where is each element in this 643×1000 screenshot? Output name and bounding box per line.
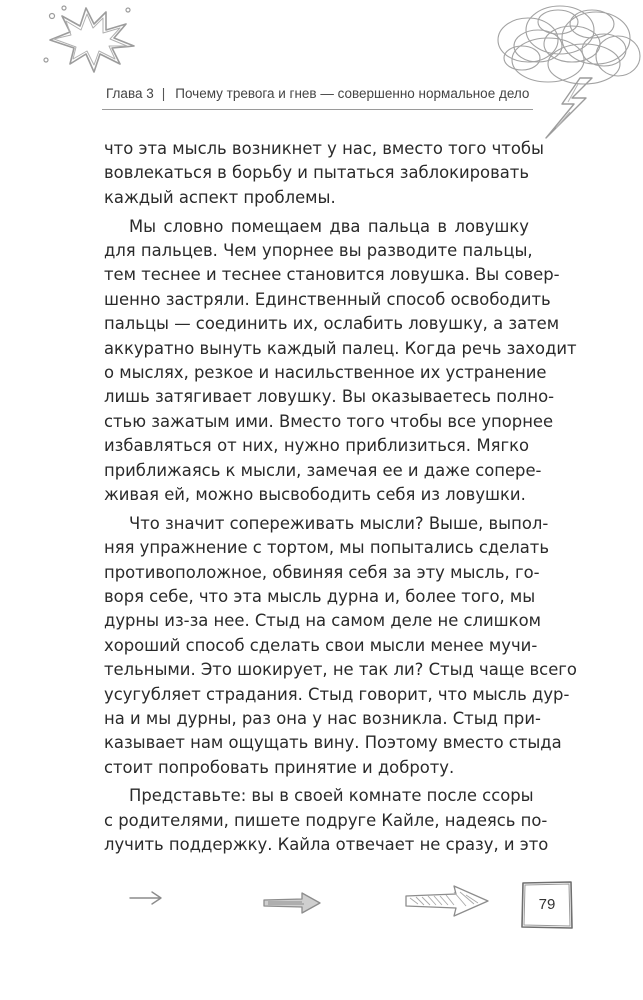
thin-arrow-icon bbox=[128, 890, 164, 906]
text-line: каждый аспект проблемы. bbox=[104, 187, 336, 207]
paragraph bbox=[104, 512, 577, 780]
text-line: избавляться от них, нужно приблизиться. Мягко bbox=[104, 436, 529, 456]
text-line: Что значит сопереживать мысли? Выше, выпол- bbox=[129, 513, 549, 533]
text-line: что эта мысль возникнет у нас, вместо того чтобы bbox=[104, 139, 544, 158]
text-line: лишь затягивает ловушку. Вы оказываетесь полно- bbox=[104, 387, 555, 407]
text-line: пальцы — соединить их, ослабить ловушку, а затем bbox=[104, 314, 560, 334]
paragraph bbox=[104, 215, 577, 508]
text-line: няя упражнение с тортом, мы попытались сделать bbox=[104, 538, 549, 558]
header-rule bbox=[102, 109, 533, 110]
paragraph bbox=[104, 784, 549, 857]
text-line: о мыслях, резкое и насильственное их устранение bbox=[104, 362, 547, 382]
text-line: противоположное, обвиняя себя за эту мысль, го- bbox=[104, 562, 540, 582]
page-number: 79 bbox=[538, 896, 556, 913]
header-separator: | bbox=[161, 86, 166, 101]
text-line: усугубляет страдания. Стыд говорит, что мысль дур- bbox=[104, 684, 570, 704]
text-line: Представьте: вы в своей комнате после ссоры bbox=[129, 786, 534, 806]
text-line: аккуратно вынуть каждый палец. Когда речь заходит bbox=[104, 338, 577, 358]
text-line: приближаясь к мысли, замечая ее и даже сопере- bbox=[104, 460, 542, 480]
text-line: Мы словно помещаем два пальца в ловушку bbox=[129, 216, 529, 236]
paragraph bbox=[104, 137, 544, 210]
chapter-label: Глава 3 bbox=[106, 86, 154, 101]
text-line: на и мы дурны, раз она у нас возникла. Стыд при- bbox=[104, 708, 541, 728]
chapter-title: Почему тревога и гнев — совершенно нормальное дело bbox=[175, 86, 530, 101]
text-line: для пальцев. Чем упорнее вы разводите пальцы, bbox=[104, 240, 533, 260]
bold-arrow-icon bbox=[262, 890, 324, 916]
page-number-box bbox=[520, 880, 574, 930]
starburst-doodle-icon bbox=[40, 2, 140, 76]
text-line: тельными. Это шокирует, не так ли? Стыд чаще всего bbox=[104, 660, 577, 680]
sketched-arrow-icon bbox=[404, 884, 490, 918]
lightning-bolt-icon bbox=[540, 76, 600, 140]
text-line: с родителями, пишете подруге Кайле, надеясь по- bbox=[104, 810, 548, 830]
text-line: живая ей, можно высвободить себя из ловушки. bbox=[104, 484, 526, 504]
text-line: стоит попробовать принятие и доброту. bbox=[104, 757, 455, 777]
page-body bbox=[104, 137, 577, 862]
text-line: хороший способ сделать свои мысли менее мучи- bbox=[104, 635, 538, 655]
text-line: лучить поддержку. Кайла отвечает не сразу, и это bbox=[104, 835, 549, 855]
text-line: стью зажатым ими. Вместо того чтобы все упорнее bbox=[104, 411, 554, 431]
text-line: тем теснее и теснее становится ловушка. Вы совер- bbox=[104, 265, 560, 285]
text-line: шенно застряли. Единственный способ освободить bbox=[104, 289, 551, 309]
text-line: воря себе, что эта мысль дурна и, более того, мы bbox=[104, 586, 536, 606]
text-line: дурны из-за нее. Стыд на самом деле не слишком bbox=[104, 611, 541, 631]
text-line: вовлекаться в борьбу и пытаться заблокировать bbox=[104, 163, 529, 183]
text-line: казывает нам ощущать вину. Поэтому вместо стыда bbox=[104, 733, 562, 753]
running-header bbox=[106, 86, 536, 101]
